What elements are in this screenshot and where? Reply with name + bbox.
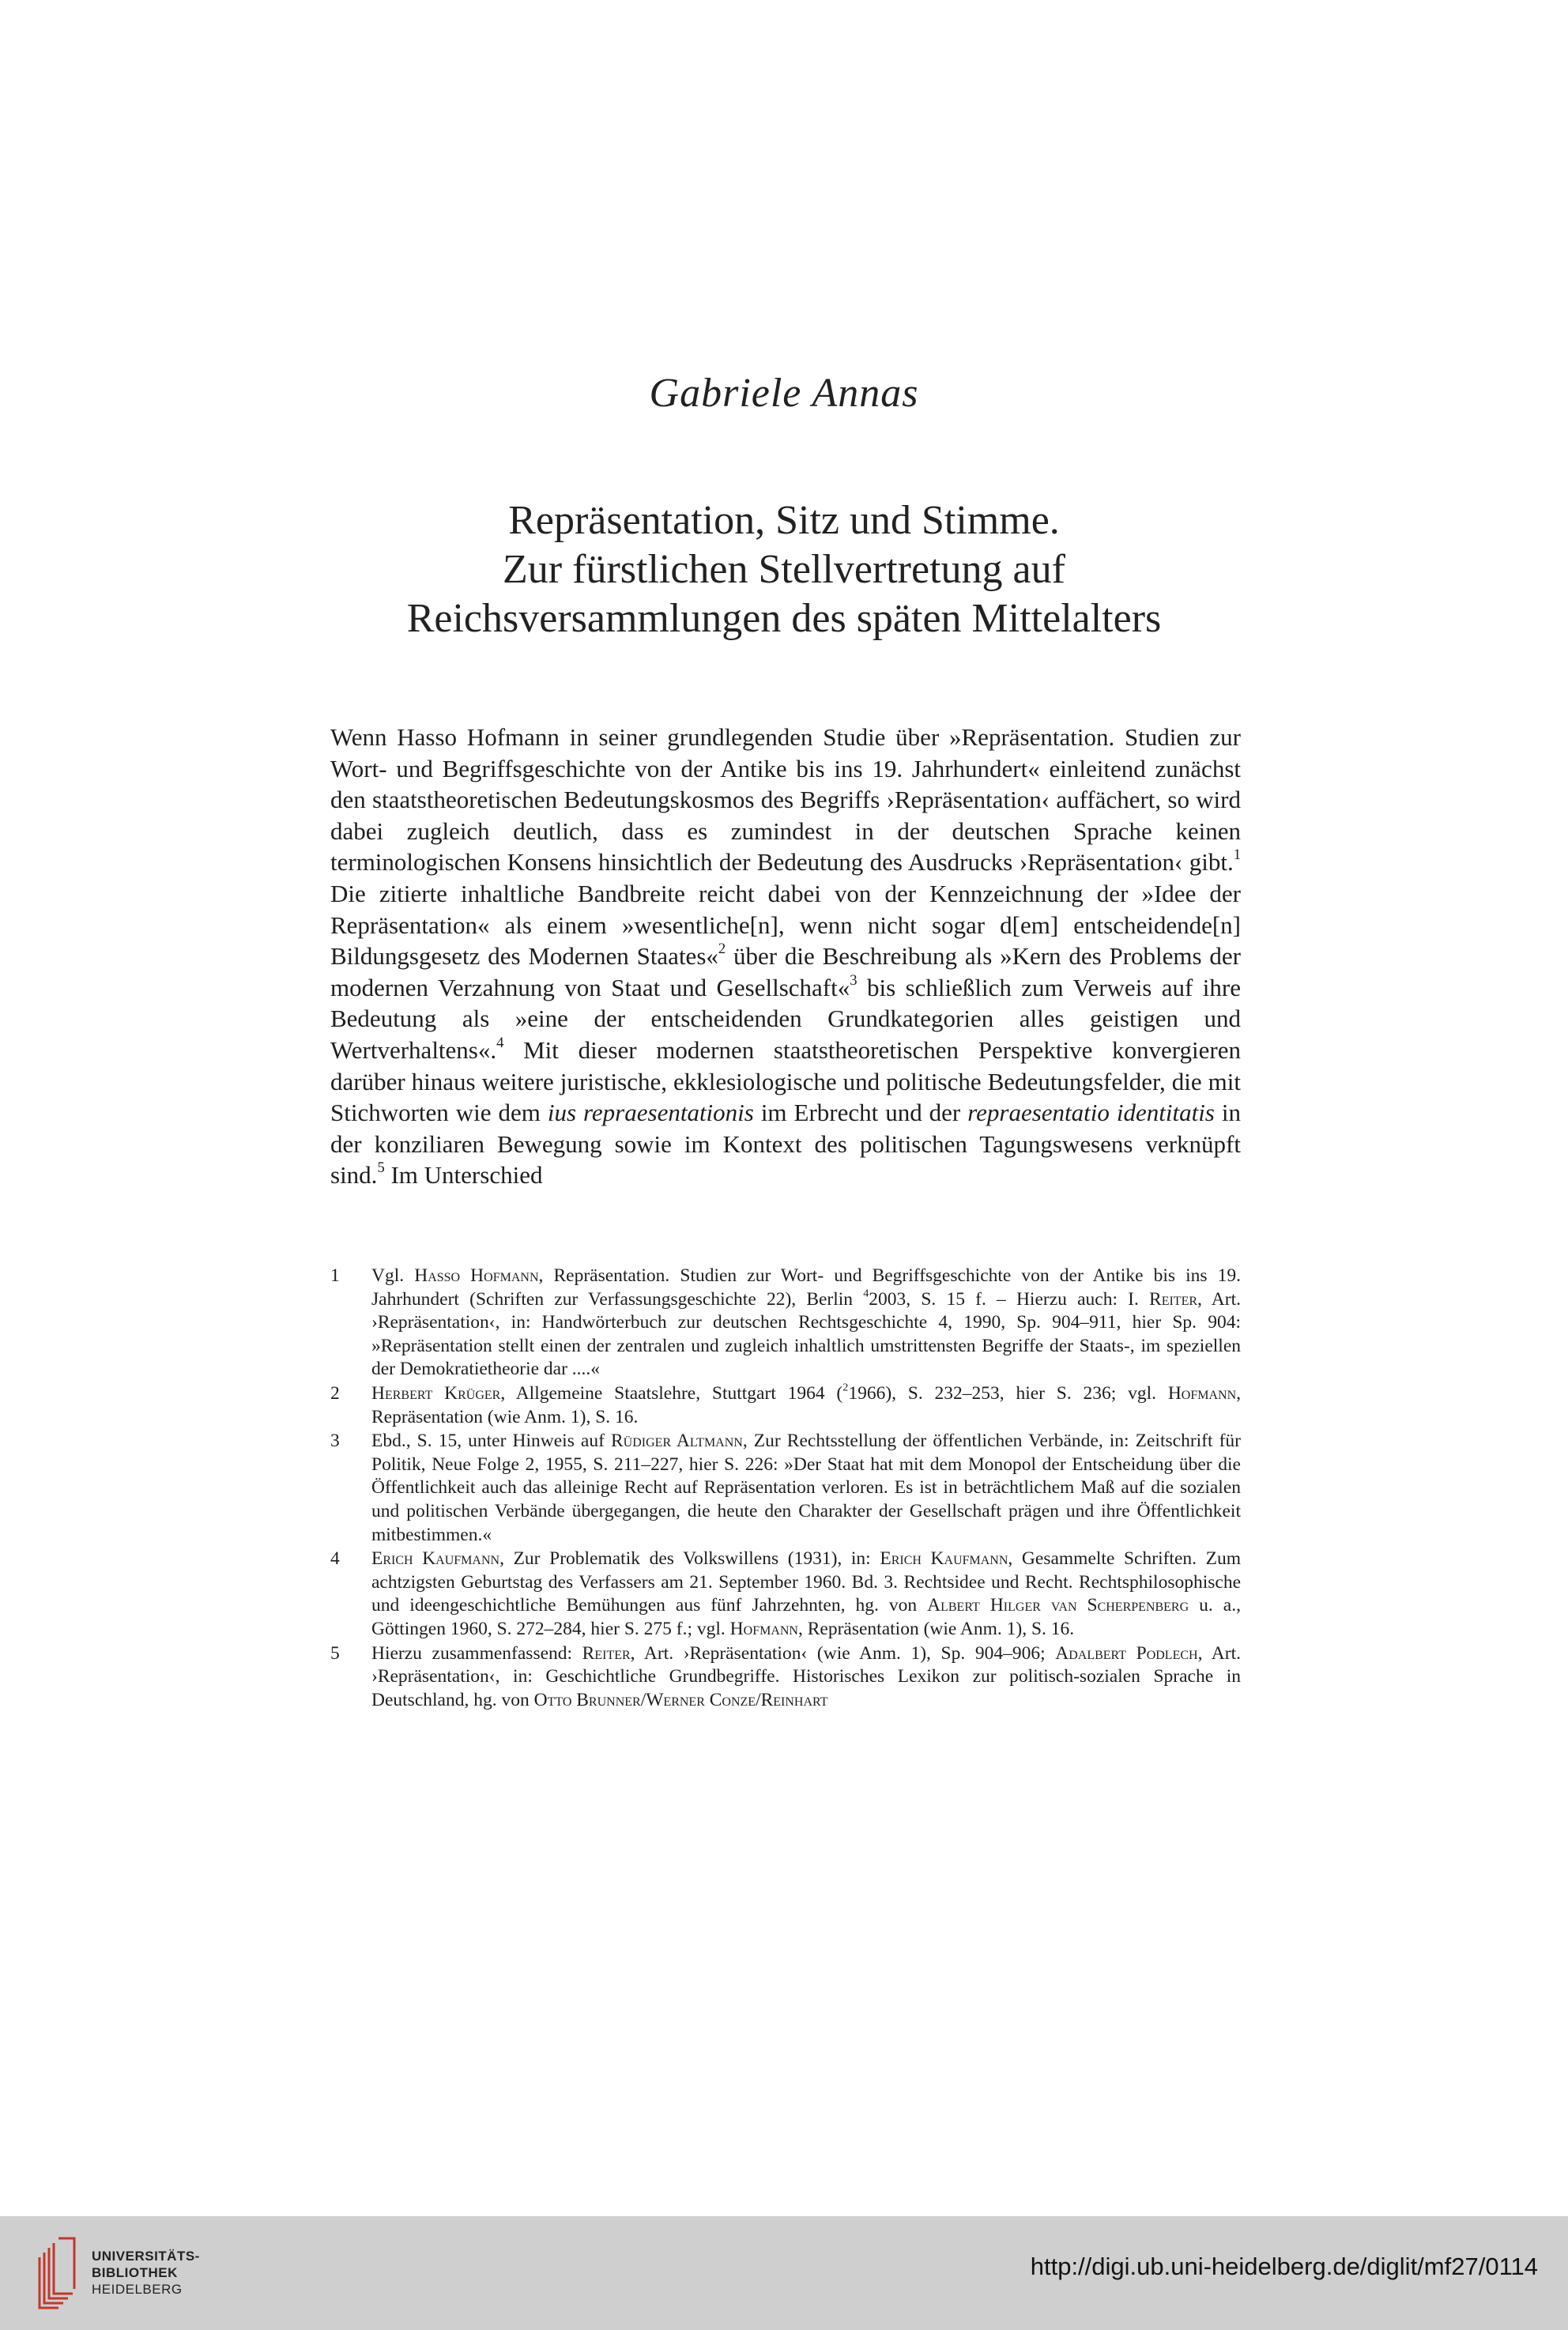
footnote-number: 2 bbox=[330, 1382, 340, 1404]
footnote-text: Ebd., S. 15, unter Hinweis auf Rüdiger Altmann, Zur Rechtsstellung der öffentlichen Verbände, in: Zeitschrift für Politik, Neue Folge 2, 1955, S. 211–227, hier S. 226: »Der Staat hat mit dem Monopol der Entscheidung über die Öffentlichkeit auch das alleinige Recht auf Repräsentation verloren. Es ist in beträchtlichem Maß auf die sozialen und politischen Verbände übergegangen, die heute den Charakter der Gesellschaft prägen und ihre Öffentlichkeit mitbestimmen.« bbox=[371, 1431, 1242, 1545]
latin-term: repraesentatio identitatis bbox=[967, 1099, 1215, 1127]
library-logo-text bbox=[92, 2248, 200, 2298]
footnote-text: Herbert Krüger, Allgemeine Staatslehre, Stuttgart 1964 ($^2$1966), S. 232–253, hier S. 236; vgl. Hofmann, Repräsentation (wie Anm. 1), S. 16. bbox=[371, 1381, 1242, 1427]
footer-bar bbox=[0, 2216, 1568, 2330]
footnote-text: Hierzu zusammenfassend: Reiter, Art. ›Repräsentation‹ (wie Anm. 1), Sp. 904–906; Adalbert Podlech, Art. ›Repräsentation‹, in: Geschichtliche Grundbegriffe. Historisches Lexikon zur politisch-sozialen Sprache in Deutschland, hg. von Otto Brunner/Werner Conze/Reinhart bbox=[371, 1642, 1241, 1710]
footnote bbox=[330, 1548, 1241, 1641]
library-logo-icon bbox=[35, 2234, 79, 2313]
footnote bbox=[330, 1642, 1241, 1713]
footnote-ref[interactable]: 3 bbox=[850, 971, 858, 989]
body-paragraph: Wenn Hasso Hofmann in seiner grundlegenden Studie über »Repräsentation. Studien zur Wort- und Begriffsgeschichte von der Antike bis ins 19. Jahrhundert« einleitend zunächst den staatstheoretischen Bedeutungskosmos des Begriffs ›Repräsentation‹ auffächert, so wird dabei zugleich deutlich, dass es zumindest in der deutschen Sprache keinen terminologischen Konsens hinsichtlich der Bedeutung des Ausdrucks ›Repräsentation‹ gibt.$^1$ Die zitierte inhaltliche Bandbreite reicht dabei von der Kennzeichnung der »Idee der Repräsentation« als einem »wesentliche[n], wenn nicht sogar d[em] entscheidende[n] Bildungsgesetz des Modernen Staates«$^2$ über die Beschreibung als »Kern des Problems der modernen Verzahnung von Staat und Gesellschaft«$^3$ bis schließlich zum Verweis auf ihre Bedeutung als »eine der entscheidenden Grundkategorien alles geistigen und Wertverhaltens«.$^4$ Mit dieser modernen staatstheoretischen Perspektive konvergieren darüber hinaus weitere juristische, ekklesiologische und politische Bedeutungsfelder, die mit Stichworten wie dem ius repraesentationis im Erbrecht und der repraesentatio identitatis in der konziliaren Bewegung sowie im Kontext des politischen Tagungswesens verknüpft sind.$^5$ Im Unterschied bbox=[330, 723, 1241, 1190]
title-line: Reichsversammlungen des späten Mittelalters bbox=[406, 596, 1162, 641]
footnote-text: Vgl. Hasso Hofmann, Repräsentation. Studien zur Wort- und Begriffsgeschichte von der Antike bis ins 19. Jahrhundert (Schriften zur Verfassungsgeschichte 22), Berlin $^4$2003, S. 15 f. – Hierzu auch: I. Reiter, Art. ›Repräsentation‹, in: Handwörterbuch zur deutschen Rechtsgeschichte 4, 1990, Sp. 904–911, hier Sp. 904: »Repräsentation stellt einen der zentralen und zugleich inhaltlich umstrittensten Begriffe der Staats-, im speziellen der Demokratietheorie dar ....« bbox=[371, 1265, 1241, 1380]
logo-line: BIBLIOTHEK bbox=[92, 2265, 178, 2280]
source-url-link[interactable]: http://digi.ub.uni-heidelberg.de/diglit/mf27/0114 bbox=[1030, 2253, 1538, 2280]
footnote-ref[interactable]: 1 bbox=[1233, 846, 1241, 864]
footnote bbox=[330, 1430, 1241, 1547]
footnote-number: 3 bbox=[330, 1431, 340, 1452]
article-title bbox=[237, 496, 1331, 643]
footnote-number: 5 bbox=[330, 1642, 340, 1664]
footnote-text: Erich Kaufmann, Zur Problematik des Volkswillens (1931), in: Erich Kaufmann, Gesammelte Schriften. Zum achtzigsten Geburtstag des Verfassers am 21. September 1960. Bd. 3. Rechtsidee und Recht. Rechtsphilosophische und ideengeschichtliche Bemühungen aus fünf Jahrzehnten, hg. von Albert Hilger van Scherpenberg u. a., Göttingen 1960, S. 272–284, hier S. 275 f.; vgl. Hofmann, Repräsentation (wie Anm. 1), S. 16. bbox=[371, 1548, 1242, 1639]
library-logo[interactable] bbox=[35, 2234, 209, 2313]
author-name: Gabriele Annas bbox=[649, 371, 919, 416]
footnotes bbox=[330, 1265, 1241, 1713]
logo-line: UNIVERSITÄTS- bbox=[92, 2249, 200, 2264]
footnote-ref[interactable]: 4 bbox=[496, 1035, 504, 1051]
title-line: Zur fürstlichen Stellvertretung auf bbox=[503, 547, 1065, 592]
footnote-ref[interactable]: 5 bbox=[377, 1159, 385, 1177]
footnote-number: 1 bbox=[330, 1265, 340, 1286]
footnote-ref[interactable]: 2 bbox=[718, 941, 726, 958]
body-text bbox=[330, 722, 1241, 1191]
logo-line: HEIDELBERG bbox=[92, 2282, 183, 2297]
title-line: Repräsentation, Sitz und Stimme. bbox=[508, 498, 1060, 543]
footnote bbox=[330, 1265, 1241, 1382]
footnote bbox=[330, 1382, 1241, 1429]
latin-term: ius repraesentationis bbox=[547, 1099, 754, 1127]
footnote-number: 4 bbox=[330, 1548, 340, 1570]
logo-strokes bbox=[40, 2238, 74, 2308]
